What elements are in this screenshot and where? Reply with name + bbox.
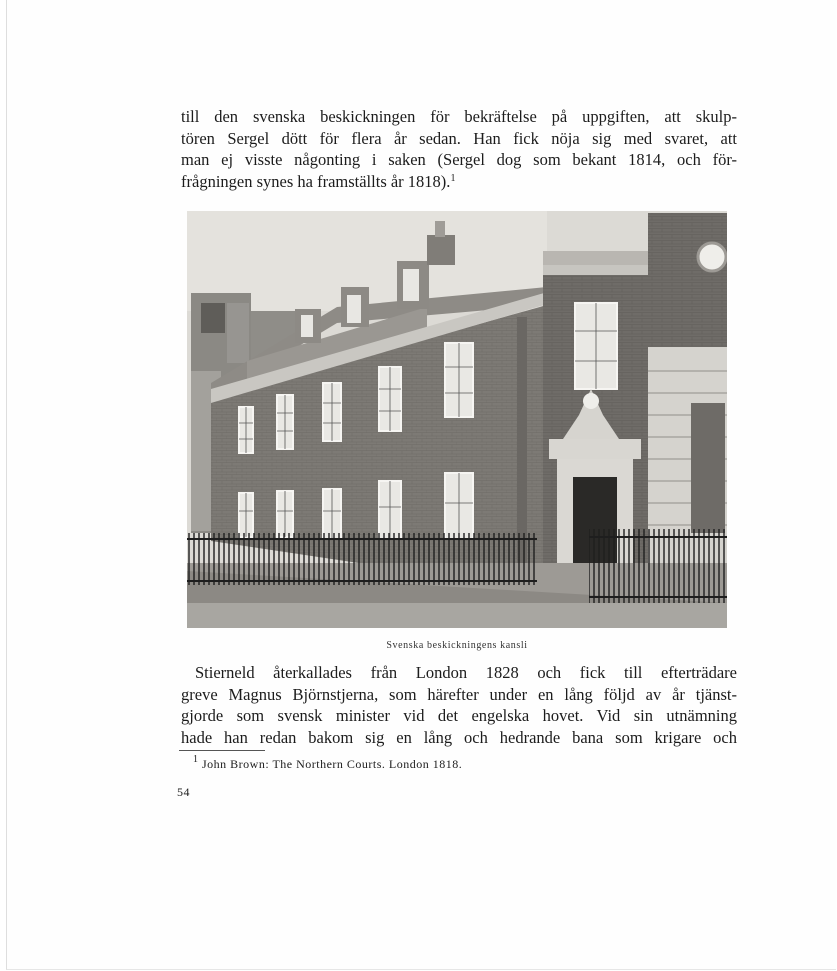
text-line: greve Magnus Björnstjerna, som härefter under en lång följd av år tjänst- (181, 684, 737, 704)
text-line-last (181, 171, 737, 193)
text-line: frågningen synes ha framställts år 1818). (181, 171, 451, 191)
text-line: gjorde som svensk minister vid det engelska hovet. Vid sin utnämning (181, 706, 737, 726)
footnote-divider (179, 750, 265, 751)
footnote-text: John Brown: The Northern Courts. London 1818. (202, 757, 463, 771)
footnote-reference: 1 (450, 172, 456, 184)
text-line: hade han redan bakom sig en lång och hedrande bana som krigare och (181, 727, 737, 747)
page-number: 54 (177, 785, 190, 799)
paragraph-intro (181, 106, 737, 192)
text-line: till den svenska beskickningen för bekräftelse på uppgiften, att skulp- (181, 107, 737, 126)
text-line: Stierneld återkallades från London 1828 och fick till efterträdare (195, 663, 737, 682)
text-line: man ej visste någonting i saken (Sergel dog som bekant 1814, och för- (181, 150, 737, 170)
embassy-building-photo (187, 211, 727, 628)
text-line: tören Sergel dött för flera år sedan. Han fick nöja sig med svaret, att (181, 128, 737, 148)
footnote-marker: 1 (193, 754, 199, 765)
paragraph-main (181, 662, 737, 748)
book-page (6, 0, 836, 970)
figure-caption: Svenska beskickningens kansli (386, 640, 528, 651)
footnote (193, 754, 463, 772)
